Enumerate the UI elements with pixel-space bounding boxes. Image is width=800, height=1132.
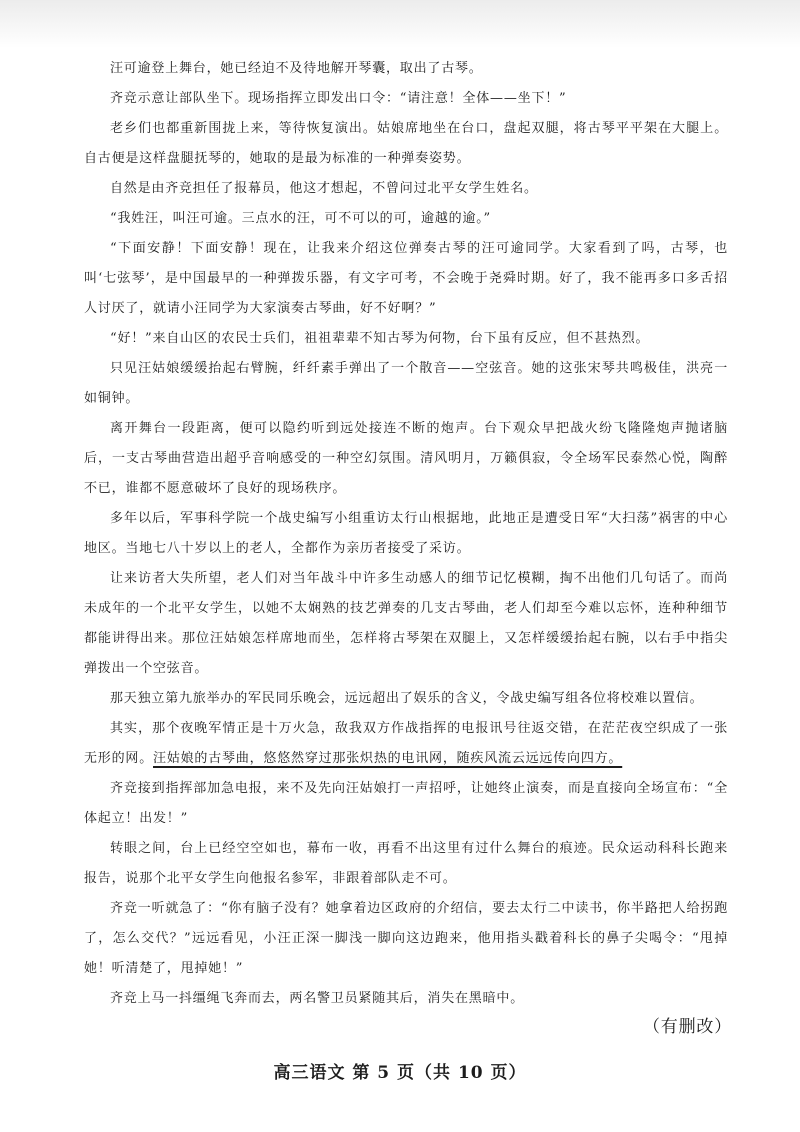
paragraph-15: 转眼之间，台上已经空空如也，幕布一收，再看不出这里有过什么舞台的痕迹。民众运动科科长跑来报告，说那个北平女学生向他报名参军，非跟着部队走不可。: [84, 841, 728, 886]
source-note: （有删改）: [643, 1017, 732, 1037]
paragraph-17: 齐竞上马一抖缰绳飞奔而去，两名警卫员紧随其后，消失在黑暗中。: [110, 991, 525, 1006]
paragraph-16: 齐竞一听就急了：“你有脑子没有？她拿着边区政府的介绍信，要去太行二中读书，你半路把人给拐跑了，怎么交代？”远远看见，小汪正深一脚浅一脚向这边跑来，他用指头戳着科长的鼻子尖喝令：“甩掉她！听清楚了，甩掉她！”: [84, 901, 728, 976]
page-footer: 高三语文 第 5 页（共 10 页）: [273, 1063, 527, 1083]
paragraph-10: 多年以后，军事科学院一个战史编写小组重访太行山根据地，此地正是遭受日军“大扫荡”祸害的中心地区。当地七八十岁以上的老人，全都作为亲历者接受了采访。: [84, 511, 728, 556]
paragraph-14: 齐竞接到指挥部加急电报，来不及先向汪姑娘打一声招呼，让她终止演奏，而是直接向全场宣布：“全体起立！出发！”: [84, 781, 728, 826]
reading-passage: [84, 54, 728, 1014]
paragraph-6: “下面安静！下面安静！现在，让我来介绍这位弹奏古琴的汪可逾同学。大家看到了吗，古琴，也叫‘七弦琴’，是中国最早的一种弹拨乐器，有文字可考，不会晚于尧舜时期。好了，我不能再多口多舌招人讨厌了，就请小汪同学为大家演奏古琴曲，好不好啊？”: [84, 241, 728, 316]
paragraph-12: 那天独立第九旅举办的军民同乐晚会，远远超出了娱乐的含义，令战史编写组各位将校难以置信。: [110, 691, 704, 706]
paragraph-3: 老乡们也都重新围拢上来，等待恢复演出。姑娘席地坐在台口，盘起双腿，将古琴平平架在大腿上。自古便是这样盘腿抚琴的，她取的是最为标准的一种弹奏姿势。: [84, 121, 728, 166]
paragraph-11: 让来访者大失所望，老人们对当年战斗中许多生动感人的细节记忆模糊，掏不出他们几句话了。而尚未成年的一个北平女学生，以她不太娴熟的技艺弹奏的几支古琴曲，老人们却至今难以忘怀，连种种细节都能讲得出来。那位汪姑娘怎样席地而坐，怎样将古琴架在双腿上，又怎样缓缓抬起右腕，以右手中指尖弹拨出一个空弦音。: [84, 571, 728, 676]
paragraph-5: “我姓汪，叫汪可逾。三点水的汪，可不可以的可，逾越的逾。”: [110, 211, 491, 226]
paragraph-9: 离开舞台一段距离，便可以隐约听到远处接连不断的炮声。台下观众早把战火纷飞隆隆炮声抛诸脑后，一支古琴曲营造出超乎音响感受的一种空幻氛围。清风明月，万籁俱寂，令全场军民泰然心悦，陶醉不已，谁都不愿意破坏了良好的现场秩序。: [84, 421, 728, 496]
scan-shadow: [0, 0, 800, 48]
paragraph-7: “好！”来自山区的农民士兵们，祖祖辈辈不知古琴为何物，台下虽有反应，但不甚热烈。: [110, 331, 650, 346]
paragraph-8: 只见汪姑娘缓缓抬起右臂腕，纤纤素手弹出了一个散音——空弦音。她的这张宋琴共鸣极佳，洪亮一如铜钟。: [84, 361, 728, 406]
paragraph-13-lead: 其实，那个夜晚军情正是十万火急，敌我双方作战指挥的电报讯号往返交错，在茫茫夜空织成了一张无形的网。: [84, 721, 728, 766]
underlined-sentence: 汪姑娘的古琴曲，悠悠然穿过那张炽热的电讯网，随疾风流云远远传向四方。: [153, 751, 623, 766]
paragraph-2: 齐竞示意让部队坐下。现场指挥立即发出口令：“请注意！全体——坐下！”: [110, 91, 567, 106]
paragraph-1: 汪可逾登上舞台，她已经迫不及待地解开琴囊，取出了古琴。: [110, 61, 483, 76]
paragraph-4: 自然是由齐竞担任了报幕员，他这才想起，不曾问过北平女学生姓名。: [110, 181, 538, 196]
paragraph-13: [84, 714, 728, 774]
